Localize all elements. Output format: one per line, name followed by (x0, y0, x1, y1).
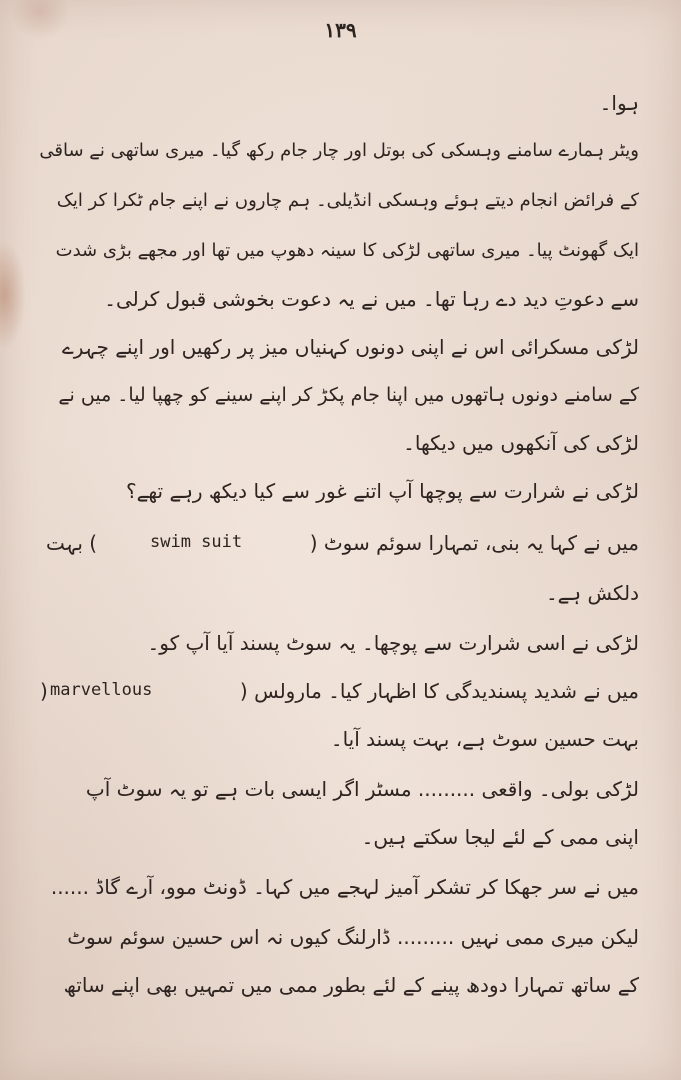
text-line: دلکش ہے۔ (545, 581, 639, 605)
text-line: لیکن میری ممی نہیں ......... ڈارلنگ کیوں نہ اس حسین سوئم سوٹ (67, 925, 639, 949)
text-line: میں نے کہا یہ بنی، تمہارا سوئم سوٹ ( (309, 531, 639, 555)
text-line: لڑکی کی آنکھوں میں دیکھا۔ (403, 431, 639, 455)
text-line: میں نے سر جھکا کر تشکر آمیز لہجے میں کہا۔ ڈونٹ موو، آرے گاڈ ...... (50, 875, 639, 899)
text-line: کے سامنے دونوں ہاتھوں میں اپنا جام پکڑ کر اپنے سینے کو چھپا لیا۔ میں نے (58, 384, 639, 406)
page-number: ۱۳۹ (324, 18, 357, 42)
text-line: بہت حسین سوٹ ہے، بہت پسند آیا۔ (330, 727, 639, 751)
text-line: کے ساتھ تمہارا دودھ پینے کے لئے بطور ممی میں تمہیں بھی اپنے ساتھ (63, 973, 639, 997)
text-line: لڑکی مسکرائی اس نے اپنی دونوں کہنیاں میز پر رکھیں اور اپنے چہرے (62, 335, 639, 359)
text-line: ) بہت (46, 531, 98, 555)
text-line: کے فرائض انجام دیتے ہوئے وہسکی انڈیلی۔ ہم چاروں نے اپنے جام ٹکرا کر ایک (56, 190, 639, 211)
text-line: ہوا۔ (599, 91, 639, 115)
text-line: ایک گھونٹ پیا۔ میری ساتھی لڑکی کا سینہ دھوپ میں تھا اور مجھے بڑی شدت (55, 240, 639, 261)
text-line: لڑکی نے شرارت سے پوچھا آپ اتنے غور سے کیا دیکھ رہے تھے؟ (126, 479, 639, 503)
text-line: ویٹر ہمارے سامنے وہسکی کی بوتل اور چار جام رکھ گیا۔ میری ساتھی نے ساقی (39, 140, 639, 161)
text-line: لڑکی بولی۔ واقعی ......... مسٹر اگر ایسی بات ہے تو یہ سوٹ آپ (85, 777, 639, 801)
text-line: میں نے شدید پسندیدگی کا اظہار کیا۔ مارولس ( (239, 679, 639, 703)
text-line: سے دعوتِ دید دے رہا تھا۔ میں نے یہ دعوت بخوشی قبول کرلی۔ (104, 287, 639, 311)
english-word-marvellous: marvellous (50, 680, 153, 700)
text-line: اپنی ممی کے لئے لیجا سکتے ہیں۔ (361, 825, 639, 849)
paper-stain (0, 240, 26, 350)
text-line: لڑکی نے اسی شرارت سے پوچھا۔ یہ سوٹ پسند آیا آپ کو۔ (147, 631, 639, 655)
text-line: ) (40, 679, 48, 703)
english-word-swim-suit: swim suit (150, 532, 243, 552)
